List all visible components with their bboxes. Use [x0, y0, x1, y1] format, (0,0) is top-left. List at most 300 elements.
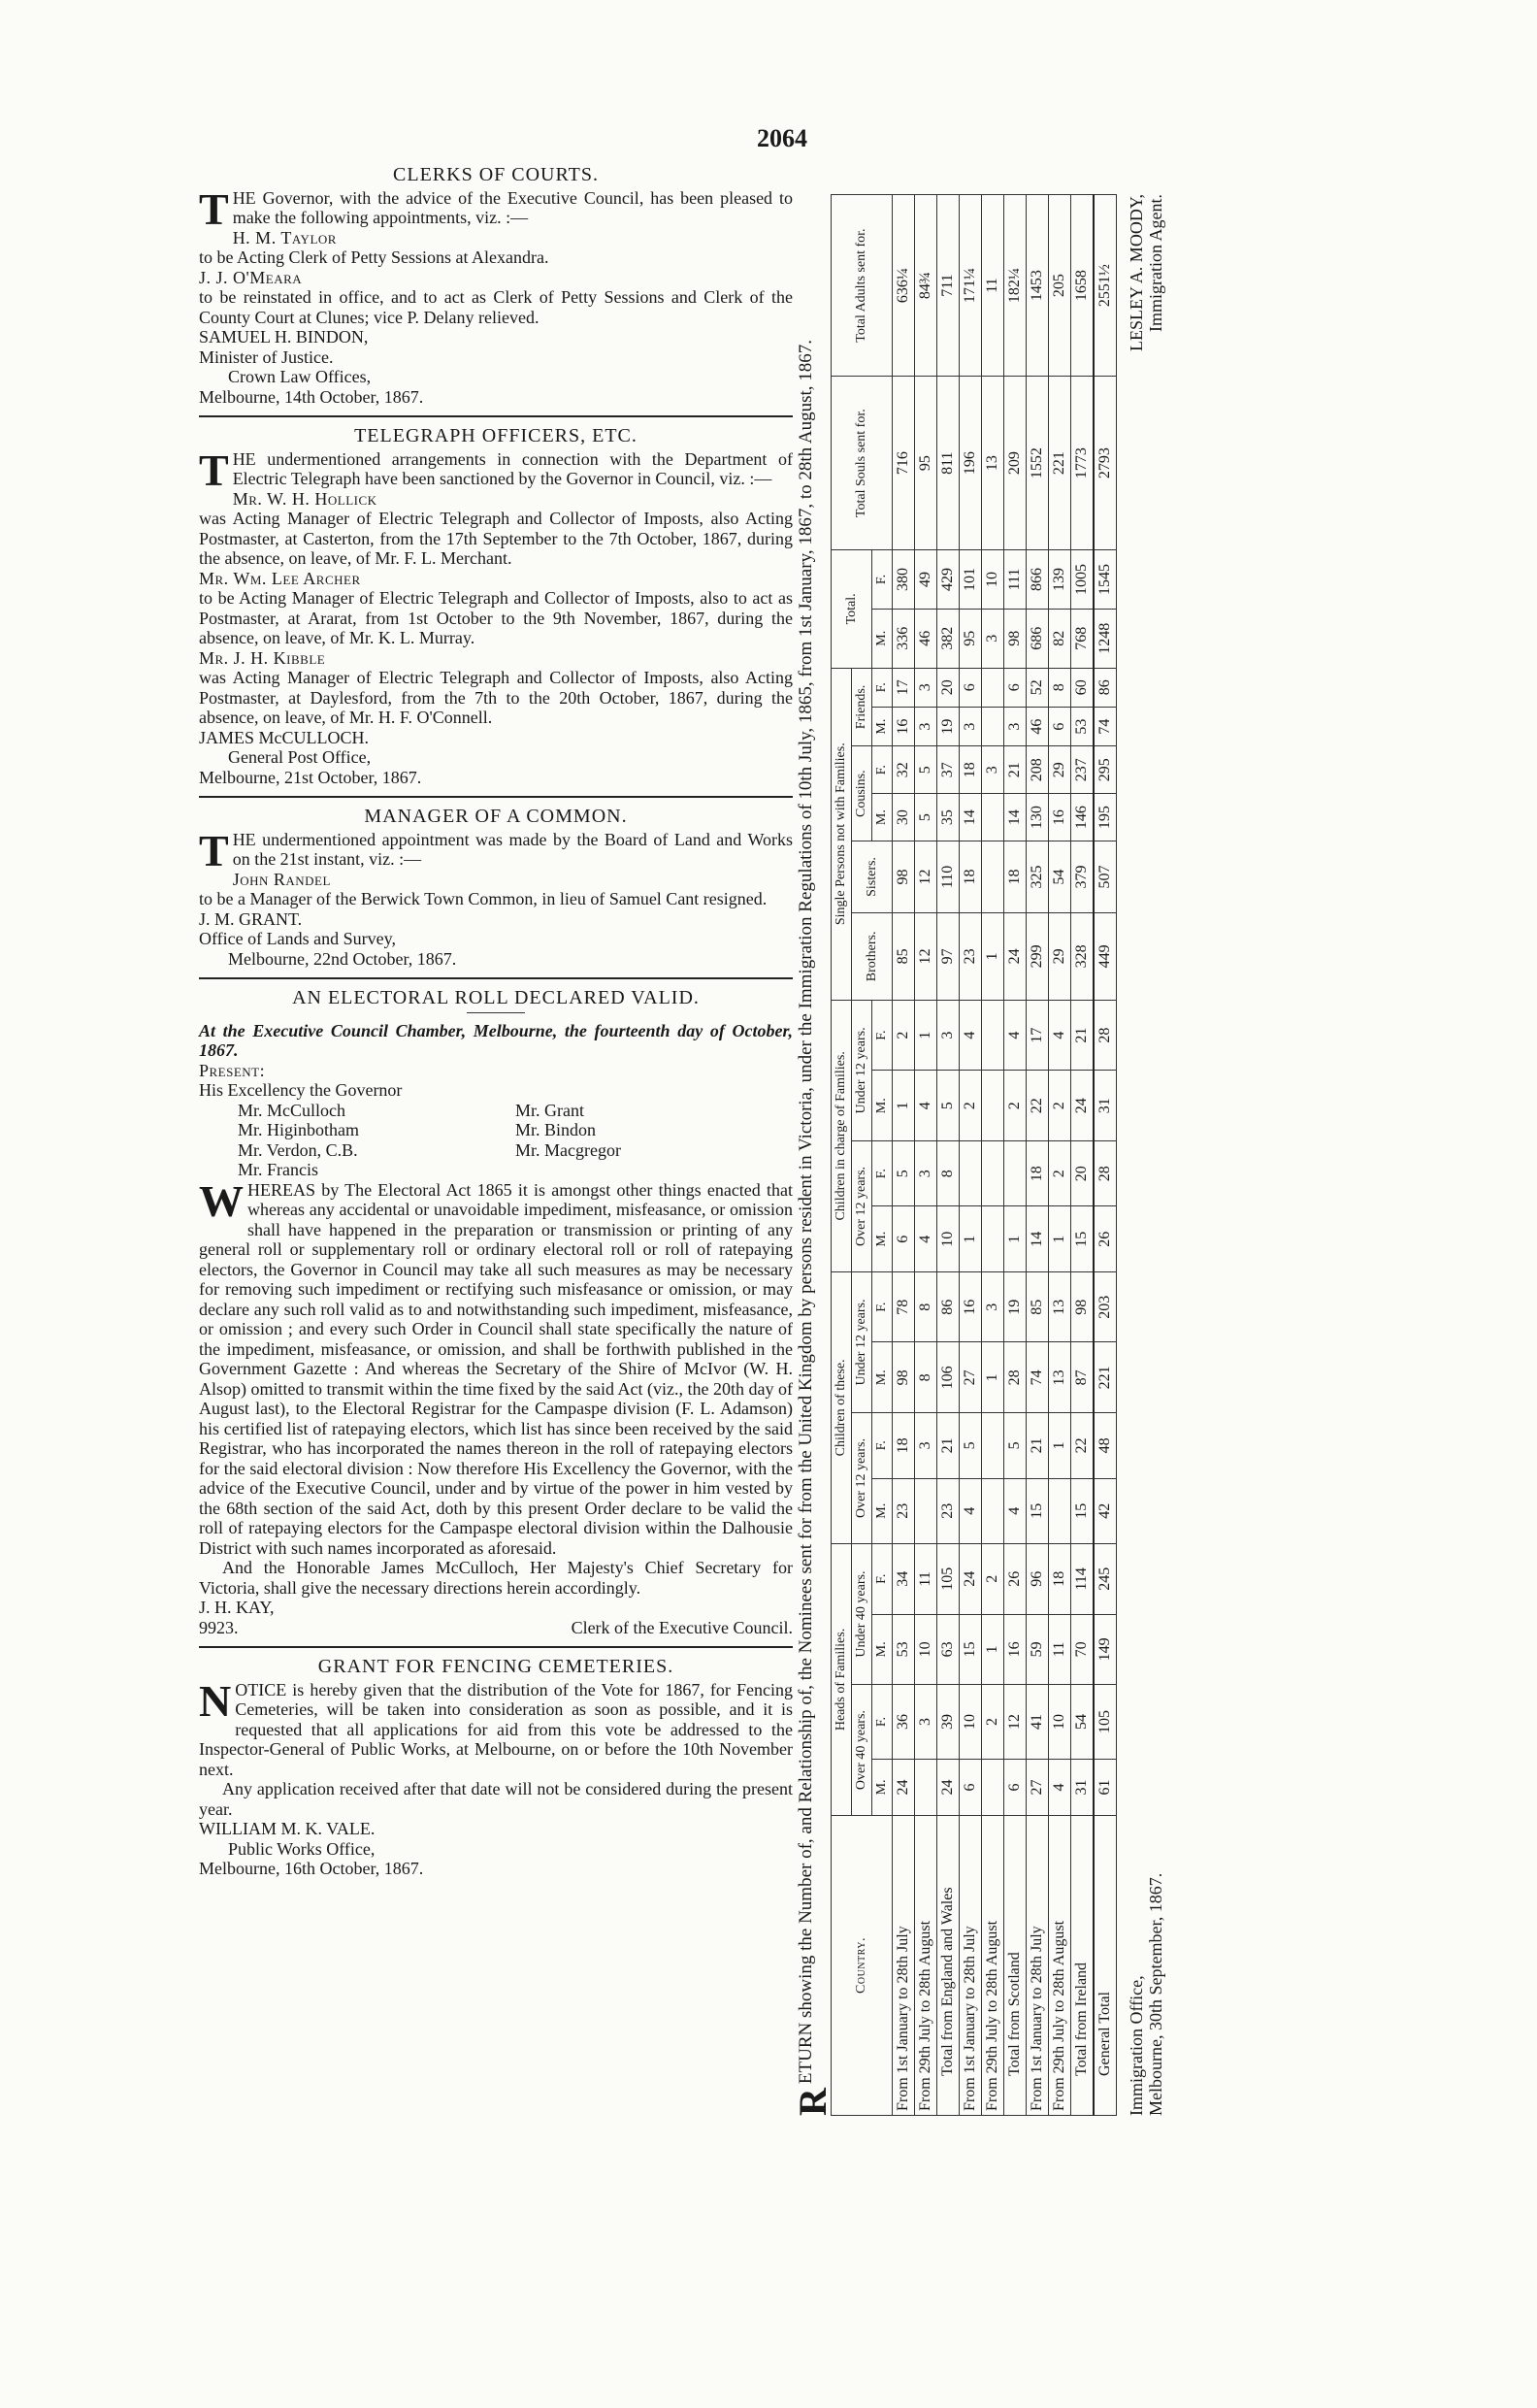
return-table-rotated — [791, 175, 1426, 2116]
electoral-section — [199, 988, 793, 1637]
table-cell: 60 — [1071, 668, 1095, 707]
table-cell: 13 — [982, 377, 1004, 550]
notice-number: 9923. — [199, 1617, 239, 1637]
table-cell: 1 — [1049, 1206, 1071, 1271]
table-cell: 2 — [1049, 1071, 1071, 1141]
table-cell: 54 — [1049, 841, 1071, 913]
table-cell: 20 — [937, 668, 960, 707]
table-cell: 111 — [1004, 550, 1027, 610]
table-cell: 41 — [1027, 1685, 1049, 1760]
drop-cap: R — [791, 2088, 834, 2116]
table-cell: 10 — [915, 1614, 937, 1685]
signature-title: Immigration Agent. — [1146, 194, 1165, 332]
row-label: From 1st January to 28th July — [960, 1816, 982, 2116]
table-cell: 2551½ — [1094, 195, 1117, 377]
table-cell: 31 — [1071, 1759, 1095, 1815]
section-divider — [199, 1646, 793, 1648]
council-heading: At the Executive Council Chamber, Melbourne, the fourteenth day of October, 1867. — [199, 1020, 793, 1060]
table-cell: 711 — [937, 195, 960, 377]
notice-date: Melbourne, 21st October, 1867. — [199, 767, 422, 787]
table-cell: 82 — [1049, 609, 1071, 668]
appointee-name: Mr. Wm. Lee Archer — [199, 568, 361, 588]
row-label: From 1st January to 28th July — [893, 1816, 915, 2116]
clerks-intro: HE Governor, with the advice of the Executive Council, has been pleased to make the following appointments, viz. :— — [232, 187, 793, 227]
table-cell: 17 — [1027, 1000, 1049, 1071]
table-cell: 34 — [893, 1543, 915, 1614]
table-cell: 106 — [937, 1342, 960, 1413]
table-cell: 299 — [1027, 912, 1049, 1000]
table-cell: 811 — [937, 377, 960, 550]
common-title: MANAGER OF A COMMON. — [364, 806, 628, 827]
table-cell — [982, 841, 1004, 913]
drop-cap: T — [199, 825, 229, 875]
table-cell: 1 — [982, 1342, 1004, 1413]
notice-date: Melbourne, 14th October, 1867. — [199, 386, 424, 407]
electoral-body: HEREAS by The Electoral Act 1865 it is amongst other things enacted that whereas any accidental or unavoidable impediment, misfeasance, or omission shall have happened in the preparation or transmission or printing of any general roll or supplementary roll or ordinary electoral roll or roll of ratepaying electors, the Governor in Council may take all such measures as may be necessary for removing such impediment or rectifying such misfeasance or omission, or may declare any such roll valid as to and notwithstanding such impediment, misfeasance, or omission ; and every such Order in Council shall state specifically the nature of the impediment, misfeasance, or omission, and shall be forthwith published in the Government Gazette : And whereas the Secretary of the Shire of McIvor (W. H. Alsop) omitted to transmit within the time fixed by the said Act (viz., the 20th day of August last), to the Electoral Registrar for the Campaspe division (F. L. Adamson) his certified list of ratepaying electors, which list has since been received by the said Registrar, who has incorporated the names thereon in the roll of ratepaying electors for the said electoral division : Now therefore His Excellency the Governor, with the advice of the Executive Council, under and by virtue of the power in him vested by the 68th section of the said Act, doth by this present Order declare to be valid the roll of ratepaying electors for the Campaspe electoral division within the Dalhousie District with such names incorporated as aforesaid. — [199, 1179, 793, 1558]
appointment-text: was Acting Manager of Electric Telegraph and Collector of Imposts, also Acting Postmaster, at Casterton, from the 17th September to the 7th October, 1867, during the absence, on leave, of Mr. F. L. Merchant. — [199, 509, 793, 568]
section-divider — [199, 977, 793, 979]
row-label: From 1st January to 28th July — [1027, 1816, 1049, 2116]
table-cell: 74 — [1027, 1342, 1049, 1413]
appointee-name: H. M. Taylor — [232, 227, 337, 247]
table-cell: 146 — [1071, 794, 1095, 841]
table-cell: 18 — [893, 1413, 915, 1478]
col-f: F. — [872, 550, 893, 610]
return-title — [791, 194, 834, 2116]
table-cell: 380 — [893, 550, 915, 610]
table-row — [982, 195, 1004, 2116]
table-cell: 19 — [937, 707, 960, 745]
table-cell: 6 — [893, 1206, 915, 1271]
row-label: Total from England and Wales — [937, 1816, 960, 2116]
table-cell — [982, 1759, 1004, 1815]
table-cell: 5 — [893, 1141, 915, 1206]
table-cell: 325 — [1027, 841, 1049, 913]
table-cell: 42 — [1094, 1478, 1117, 1543]
col-single: Single Persons not with Families. — [832, 668, 852, 1000]
signature-line — [199, 1618, 793, 1638]
table-cell: 139 — [1049, 550, 1071, 610]
notice-date: Melbourne, 30th September, 1867. — [1146, 1872, 1165, 2116]
table-cell: 53 — [893, 1614, 915, 1685]
return-table-region — [791, 175, 1426, 2116]
table-cell: 16 — [893, 707, 915, 745]
telegraph-section — [199, 426, 793, 787]
table-cell: 3 — [915, 1141, 937, 1206]
table-cell: 97 — [937, 912, 960, 1000]
table-row — [893, 195, 915, 2116]
signature-title: Clerk of the Executive Council. — [571, 1617, 793, 1637]
col-f: F. — [872, 1000, 893, 1071]
table-cell: 26 — [1004, 1543, 1027, 1614]
table-cell: 110 — [937, 841, 960, 913]
return-footer — [1127, 194, 1165, 2116]
col-m: M. — [872, 707, 893, 745]
table-cell: 6 — [960, 1759, 982, 1815]
member-name: Mr. Grant — [515, 1100, 584, 1120]
table-cell: 295 — [1094, 746, 1117, 794]
row-label: From 29th July to 28th August — [915, 1816, 937, 2116]
table-row — [960, 195, 982, 2116]
signature: JAMES McCULLOCH. — [199, 727, 370, 747]
table-cell: 1658 — [1071, 195, 1095, 377]
table-cell: 3 — [982, 746, 1004, 794]
table-cell: 4 — [1004, 1478, 1027, 1543]
col-f: F. — [872, 1543, 893, 1614]
table-cell: 15 — [1027, 1478, 1049, 1543]
table-cell: 49 — [915, 550, 937, 610]
table-cell: 209 — [1004, 377, 1027, 550]
office-name: Crown Law Offices, — [228, 367, 372, 386]
member-name: Mr. Bindon — [515, 1120, 597, 1139]
table-cell: 866 — [1027, 550, 1049, 610]
table-cell: 18 — [960, 746, 982, 794]
table-cell: 14 — [1027, 1206, 1049, 1271]
table-cell — [982, 668, 1004, 707]
table-cell: 2 — [982, 1685, 1004, 1760]
table-cell: 1 — [1049, 1413, 1071, 1478]
signature-title: Minister of Justice. — [199, 346, 334, 367]
table-cell: 59 — [1027, 1614, 1049, 1685]
table-cell: 716 — [893, 377, 915, 550]
table-cell: 98 — [893, 841, 915, 913]
table-cell: 2 — [1004, 1071, 1027, 1141]
table-cell: 130 — [1027, 794, 1049, 841]
appointee-name: Mr. W. H. Hollick — [232, 488, 377, 509]
table-cell: 768 — [1071, 609, 1095, 668]
table-cell: 11 — [915, 1543, 937, 1614]
table-cell: 1 — [982, 1614, 1004, 1685]
table-cell: 11 — [1049, 1614, 1071, 1685]
col-m: M. — [872, 794, 893, 841]
table-cell: 686 — [1027, 609, 1049, 668]
table-cell: 195 — [1094, 794, 1117, 841]
table-cell: 14 — [1004, 794, 1027, 841]
row-label: From 29th July to 28th August — [982, 1816, 1004, 2116]
table-cell — [982, 1141, 1004, 1206]
member-name: Mr. Macgregor — [515, 1139, 621, 1160]
table-cell: 221 — [1049, 377, 1071, 550]
col-country: Country. — [832, 1816, 893, 2116]
table-cell: 5 — [1004, 1413, 1027, 1478]
table-cell: 3 — [915, 707, 937, 745]
col-m: M. — [872, 609, 893, 668]
table-cell — [982, 794, 1004, 841]
table-cell: 18 — [1027, 1141, 1049, 1206]
col-friends: Friends. — [852, 668, 872, 746]
office-name: General Post Office, — [228, 747, 372, 767]
row-label: General Total — [1094, 1816, 1117, 2116]
table-cell: 95 — [960, 609, 982, 668]
table-cell: 8 — [915, 1271, 937, 1342]
table-cell: 98 — [1004, 609, 1027, 668]
col-f: F. — [872, 1271, 893, 1342]
col-cousins: Cousins. — [852, 746, 872, 841]
col-m: M. — [872, 1759, 893, 1815]
table-cell — [982, 707, 1004, 745]
table-cell: 23 — [893, 1478, 915, 1543]
telegraph-title: TELEGRAPH OFFICERS, ETC. — [354, 425, 638, 446]
table-cell: 32 — [893, 746, 915, 794]
clerks-title: CLERKS OF COURTS. — [393, 164, 599, 185]
table-cell: 8 — [937, 1141, 960, 1206]
table-cell: 3 — [1004, 707, 1027, 745]
table-cell: 10 — [1049, 1685, 1071, 1760]
table-cell: 3 — [960, 707, 982, 745]
table-cell: 245 — [1094, 1543, 1117, 1614]
table-cell: 1453 — [1027, 195, 1049, 377]
table-cell: 16 — [960, 1271, 982, 1342]
table-cell — [915, 1478, 937, 1543]
table-cell: 74 — [1094, 707, 1117, 745]
table-cell: 6 — [1004, 1759, 1027, 1815]
signature: LESLEY A. MOODY, — [1127, 194, 1146, 352]
table-cell: 18 — [1049, 1543, 1071, 1614]
member-name — [515, 1160, 793, 1180]
table-cell: 10 — [937, 1206, 960, 1271]
office-name: Immigration Office, — [1127, 1975, 1146, 2116]
col-souls: Total Souls sent for. — [832, 377, 893, 550]
table-cell: 24 — [960, 1543, 982, 1614]
office-name: Public Works Office, — [228, 1838, 376, 1859]
col-over12: Over 12 years. — [852, 1413, 872, 1544]
table-cell: 35 — [937, 794, 960, 841]
table-cell: 53 — [1071, 707, 1095, 745]
table-cell: 4 — [960, 1478, 982, 1543]
short-rule — [467, 1012, 525, 1013]
col-brothers: Brothers. — [852, 912, 893, 1000]
table-cell: 15 — [1071, 1206, 1095, 1271]
table-cell: 22 — [1071, 1413, 1095, 1478]
drop-cap: T — [199, 183, 229, 234]
excellency-line: His Excellency the Governor — [199, 1080, 403, 1100]
table-cell: 449 — [1094, 912, 1117, 1000]
appointment-text: to be a Manager of the Berwick Town Common, in lieu of Samuel Cant resigned. — [199, 889, 768, 908]
table-cell: 237 — [1071, 746, 1095, 794]
table-cell: 12 — [915, 841, 937, 913]
table-cell: 208 — [1027, 746, 1049, 794]
table-cell: 101 — [960, 550, 982, 610]
table-cell: 16 — [1004, 1614, 1027, 1685]
col-f: F. — [872, 1413, 893, 1478]
table-cell: 2 — [960, 1071, 982, 1141]
table-cell: 1 — [982, 912, 1004, 1000]
table-row — [1049, 195, 1071, 2116]
table-cell: 6 — [1004, 668, 1027, 707]
table-cell: 6 — [1049, 707, 1071, 745]
office-name: Office of Lands and Survey, — [199, 929, 396, 948]
table-cell: 15 — [960, 1614, 982, 1685]
table-cell — [982, 1206, 1004, 1271]
table-cell: 10 — [960, 1685, 982, 1760]
table-cell: 3 — [982, 609, 1004, 668]
table-cell — [915, 1759, 937, 1815]
table-cell: 29 — [1049, 912, 1071, 1000]
table-cell: 24 — [937, 1759, 960, 1815]
return-table — [831, 194, 1117, 2116]
col-f: F. — [872, 1685, 893, 1760]
table-cell: 16 — [1049, 794, 1071, 841]
col-children: Children of these. — [832, 1271, 852, 1543]
table-cell: 4 — [1004, 1000, 1027, 1071]
table-cell: 23 — [937, 1478, 960, 1543]
table-cell: 2793 — [1094, 377, 1117, 550]
table-cell — [960, 1141, 982, 1206]
table-cell: 37 — [937, 746, 960, 794]
member-name: Mr. Verdon, C.B. — [238, 1139, 358, 1160]
signature: J. H. KAY, — [199, 1598, 275, 1617]
table-row — [1004, 195, 1027, 2116]
appointee-name: Mr. J. H. Kibble — [199, 647, 326, 668]
electoral-body2: And the Honorable James McCulloch, Her Majesty's Chief Secretary for Victoria, shall give the necessary directions herein accordingly. — [199, 1558, 793, 1598]
table-cell: 87 — [1071, 1342, 1095, 1413]
fencing-title: GRANT FOR FENCING CEMETERIES. — [317, 1656, 674, 1677]
col-heads: Heads of Families. — [832, 1543, 852, 1815]
table-cell: 86 — [1094, 668, 1117, 707]
table-cell: 382 — [937, 609, 960, 668]
table-cell: 96 — [1027, 1543, 1049, 1614]
col-m: M. — [872, 1478, 893, 1543]
table-cell: 1 — [893, 1071, 915, 1141]
fencing-section — [199, 1657, 793, 1879]
table-cell: 2 — [982, 1543, 1004, 1614]
col-m: M. — [872, 1206, 893, 1271]
table-cell: 2 — [893, 1000, 915, 1071]
table-cell: 203 — [1094, 1271, 1117, 1342]
return-title-text: ETURN showing the Number of, and Relationship of, the Nominees sent for from the United Kingdom by persons resident in Victoria, under the Immigration Regulations of 10th July, 1865, from 1st January, 1867, to 28th August, 1867. — [796, 340, 816, 2085]
table-cell: 105 — [937, 1543, 960, 1614]
table-cell: 21 — [937, 1413, 960, 1478]
table-cell: 36 — [893, 1685, 915, 1760]
table-cell: 3 — [982, 1271, 1004, 1342]
table-cell: 336 — [893, 609, 915, 668]
table-cell — [1049, 1478, 1071, 1543]
col-m: M. — [872, 1071, 893, 1141]
member-name: Mr. Francis — [238, 1160, 318, 1179]
table-cell: 21 — [1071, 1000, 1095, 1071]
col-over40: Over 40 years. — [852, 1685, 872, 1816]
table-cell: 1 — [960, 1206, 982, 1271]
common-section — [199, 807, 793, 969]
table-cell: 14 — [960, 794, 982, 841]
present-label: Present: — [199, 1060, 266, 1080]
table-cell: 98 — [893, 1342, 915, 1413]
table-row — [1027, 195, 1049, 2116]
notice-date: Melbourne, 22nd October, 1867. — [228, 948, 457, 969]
table-cell: 1 — [1004, 1206, 1027, 1271]
table-cell: 28 — [1094, 1141, 1117, 1206]
table-cell: 2 — [1049, 1141, 1071, 1206]
col-m: M. — [872, 1342, 893, 1413]
col-under12: Under 12 years. — [852, 1271, 872, 1412]
table-cell: 196 — [960, 377, 982, 550]
section-divider — [199, 415, 793, 417]
table-cell: 29 — [1049, 746, 1071, 794]
table-cell: 8 — [1049, 668, 1071, 707]
table-cell: 5 — [915, 746, 937, 794]
common-intro: HE undermentioned appointment was made by the Board of Land and Works on the 21st instant, viz. :— — [232, 829, 793, 869]
table-cell: 78 — [893, 1271, 915, 1342]
section-divider — [199, 796, 793, 798]
table-row — [1071, 195, 1095, 2116]
table-cell: 52 — [1027, 668, 1049, 707]
table-cell: 95 — [915, 377, 937, 550]
table-cell: 4 — [960, 1000, 982, 1071]
col-under12: Under 12 years. — [852, 1000, 872, 1140]
table-cell — [982, 1071, 1004, 1141]
fencing-body: OTICE is hereby given that the distribution of the Vote for 1867, for Fencing Cemeteries, will be taken into consideration as soon as possible, and it is requested that all applications for aid from this vote be addressed to the Inspector-General of Public Works, at Melbourne, on or before the 10th November next. — [199, 1679, 793, 1779]
page-number: 2064 — [757, 124, 807, 152]
table-cell: 3 — [915, 1413, 937, 1478]
table-cell: 24 — [1071, 1071, 1095, 1141]
table-cell: 27 — [960, 1342, 982, 1413]
table-cell: 19 — [1004, 1271, 1027, 1342]
table-cell: 12 — [915, 912, 937, 1000]
table-cell: 18 — [1004, 841, 1027, 913]
signature: J. M. GRANT. — [199, 908, 303, 929]
signature: SAMUEL H. BINDON, — [199, 327, 369, 346]
table-cell: 13 — [1049, 1342, 1071, 1413]
table-cell: 22 — [1027, 1071, 1049, 1141]
member-name: Mr. Higinbotham — [238, 1120, 359, 1139]
appointment-text: to be Acting Clerk of Petty Sessions at Alexandra. — [199, 247, 549, 267]
table-row — [937, 195, 960, 2116]
row-label: From 29th July to 28th August — [1049, 1816, 1071, 2116]
col-total: Total. — [832, 550, 872, 668]
table-cell: 23 — [960, 912, 982, 1000]
col-adults: Total Adults sent for. — [832, 195, 893, 377]
table-cell: 48 — [1094, 1413, 1117, 1478]
table-cell: 8 — [915, 1342, 937, 1413]
row-label: Total from Ireland — [1071, 1816, 1095, 2116]
table-cell: 5 — [937, 1071, 960, 1141]
table-cell: 86 — [937, 1271, 960, 1342]
table-cell: 379 — [1071, 841, 1095, 913]
return-table-body — [893, 195, 1117, 2116]
table-cell: 26 — [1094, 1206, 1117, 1271]
table-cell: 11 — [982, 195, 1004, 377]
table-cell: 4 — [1049, 1759, 1071, 1815]
table-row — [915, 195, 937, 2116]
table-cell: 6 — [960, 668, 982, 707]
col-f: F. — [872, 1141, 893, 1206]
table-cell: 182¼ — [1004, 195, 1027, 377]
table-cell: 4 — [915, 1206, 937, 1271]
signature: WILLIAM M. K. VALE. — [199, 1819, 376, 1838]
table-cell: 10 — [982, 550, 1004, 610]
table-cell — [982, 1478, 1004, 1543]
telegraph-intro: HE undermentioned arrangements in connection with the Department of Electric Telegraph have been sanctioned by the Governor in Council, viz. :— — [232, 448, 793, 488]
table-cell: 28 — [1004, 1342, 1027, 1413]
table-cell: 3 — [915, 1685, 937, 1760]
appointment-text: to be Acting Manager of Electric Telegraph and Collector of Imposts, also to act as Postmaster, at Ararat, from 1st October to the 9th November, 1867, during the absence, on leave, of Mr. K. L. Murray. — [199, 588, 793, 647]
table-cell: 149 — [1094, 1614, 1117, 1685]
table-cell: 1 — [915, 1000, 937, 1071]
row-label: Total from Scotland — [1004, 1816, 1027, 2116]
table-cell: 1248 — [1094, 609, 1117, 668]
table-cell: 21 — [1027, 1413, 1049, 1478]
table-cell: 27 — [1027, 1759, 1049, 1815]
table-cell: 20 — [1071, 1141, 1095, 1206]
table-cell: 39 — [937, 1685, 960, 1760]
table-cell: 70 — [1071, 1614, 1095, 1685]
table-cell: 15 — [1071, 1478, 1095, 1543]
table-cell: 18 — [960, 841, 982, 913]
table-cell — [982, 1000, 1004, 1071]
table-cell: 46 — [915, 609, 937, 668]
table-cell: 328 — [1071, 912, 1095, 1000]
table-cell: 63 — [937, 1614, 960, 1685]
